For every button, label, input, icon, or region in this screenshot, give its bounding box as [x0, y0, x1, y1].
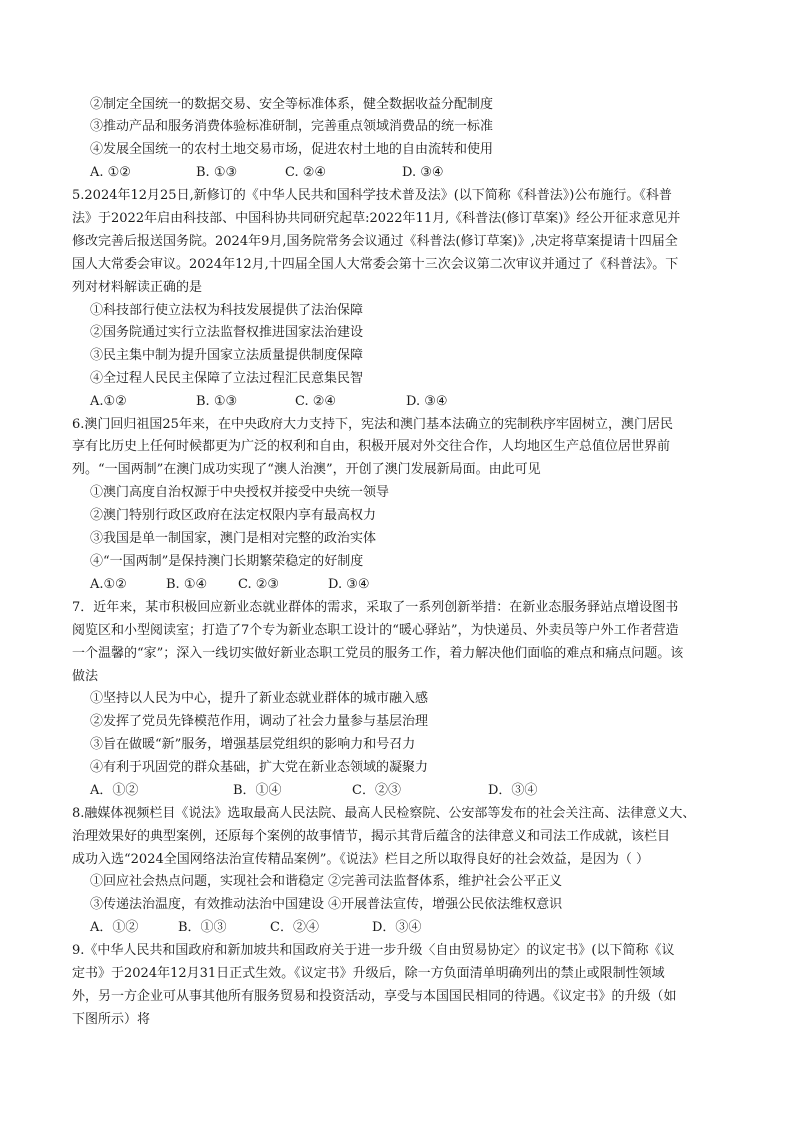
q4-option-3: ③推动产品和服务消费体验标准研制，完善重点领域消费品的统一标准	[90, 119, 494, 134]
q6-option-4: ④“一国两制”是保持澳门长期繁荣稳定的好制度	[90, 554, 364, 569]
q7-stem-line: 做法	[72, 669, 99, 684]
q5-stem-line: 国人大常委会审议。2024年12月,十四届全国人大常委会第十三次会议第二次审议并通过了《科普法》。下	[72, 257, 679, 272]
q6-stem-line: 享有比历史上任何时候都更为广泛的权利和自由，积极开展对外交往合作，人均地区生产总值位居世界前	[72, 439, 671, 454]
q7-stem-line: 阅览区和小型阅读室；打造了7个专为新业态职工设计的“暖心驿站”，为快递员、外卖员等户外工作者营造	[72, 623, 679, 638]
q7-option-2: ②发挥了党员先锋模范作用，调动了社会力量参与基层治理	[90, 714, 429, 729]
q7-option-1: ①坚持以人民为中心，提升了新业态就业群体的城市融入感	[90, 691, 429, 706]
q7-choice-c: C．②③	[352, 783, 401, 798]
q4-choice-b: B. ①③	[196, 165, 238, 180]
q8-stem-line: 成功入选“2024全国网络法治宣传精品案例”。《说法》栏目之所以取得良好的社会效益，是因为（ ）	[72, 852, 650, 867]
q5-stem-line: 列对材料解读正确的是	[72, 280, 203, 295]
q7-stem-line: 7．近年来，某市积极回应新业态就业群体的需求，采取了一系列创新举措：在新业态服务驿站点增设图书	[72, 600, 679, 615]
q6-option-2: ②澳门特别行政区政府在法定权限内享有最高权力	[90, 508, 377, 523]
q5-choices	[90, 393, 710, 411]
q8-choice-a: A．①②	[90, 920, 139, 935]
q5-stem-line: 5.2024年12月25日,新修订的《中华人民共和国科学技术普及法》(以下简称《科普法》)公布施行。《科普	[72, 188, 672, 203]
q6-choice-b: B. ①④	[166, 577, 208, 592]
q5-stem-line: 法》于2022年启由科技部、中国科协共同研究起草:2022年11月,《科普法(修订草案)》经公开征求意见并	[72, 211, 681, 226]
q4-option-4: ④发展全国统一的农村土地交易市场，促进农村土地的自由流转和使用	[90, 142, 494, 157]
q8-choices	[90, 919, 710, 937]
q9-stem-line: 外，另一方企业可从事其他所有服务贸易和投资活动，享受与本国国民相同的待遇。《议定书》的升级（如	[72, 989, 677, 1004]
q5-choice-d: D. ③④	[406, 394, 448, 409]
q8-stem-line: 8.融媒体视频栏目《说法》选取最高人民法院、最高人民检察院、公安部等发布的社会关注高、法律意义大、	[72, 806, 696, 821]
q9-stem-line: 定书》于2024年12月31日正式生效。《议定书》升级后，除一方负面清单明确列出的禁止或限制性领域	[72, 966, 665, 981]
q6-option-3: ③我国是单一制国家，澳门是相对完整的政治实体	[90, 531, 377, 546]
q8-option-line: ③传递法治温度，有效推动法治中国建设 ④开展普法宣传，增强公民依法维权意识	[90, 897, 563, 912]
q7-choice-d: D．③④	[488, 783, 538, 798]
q6-stem-line: 列。“一国两制”在澳门成功实现了“澳人治澳”，开创了澳门发展新局面。由此可见	[72, 462, 541, 477]
q5-option-4: ④全过程人民民主保障了立法过程汇民意集民智	[90, 371, 364, 386]
q7-option-4: ④有利于巩固党的群众基础，扩大党在新业态领域的凝聚力	[90, 760, 429, 775]
q4-option-2: ②制定全国统一的数据交易、安全等标准体系，健全数据收益分配制度	[90, 97, 494, 112]
q8-choice-b: B．①③	[178, 920, 227, 935]
q6-choices	[90, 576, 710, 594]
q7-choices	[90, 782, 710, 800]
q7-choice-a: A．①②	[90, 783, 139, 798]
q4-choice-d: D. ③④	[402, 165, 444, 180]
q5-choice-c: C. ②④	[295, 394, 337, 409]
q6-stem-line: 6.澳门回归祖国25年来，在中央政府大力支持下，宪法和澳门基本法确立的宪制秩序牢固树立，澳门居民	[72, 417, 673, 432]
q6-option-1: ①澳门高度自治权源于中央授权并接受中央统一领导	[90, 485, 390, 500]
q4-choices	[90, 164, 710, 182]
q4-choice-c: C. ②④	[285, 165, 327, 180]
q5-option-2: ②国务院通过实行立法监督权推进国家法治建设	[90, 325, 364, 340]
q6-choice-a: A.①②	[90, 577, 127, 592]
q5-stem-line: 修改完善后报送国务院。2024年9月,国务院常务会议通过《科普法(修订草案)》,决定将草案提请十四届全	[72, 234, 678, 249]
q5-option-3: ③民主集中制为提升国家立法质量提供制度保障	[90, 348, 364, 363]
q9-stem-line: 9.《中华人民共和国政府和新加坡共和国政府关于进一步升级〈自由贸易协定〉的议定书》(以下简称《议	[72, 943, 675, 958]
q5-choice-b: B. ①③	[196, 394, 238, 409]
q8-choice-c: C．②④	[270, 920, 319, 935]
q6-choice-c: C. ②③	[238, 577, 280, 592]
q8-stem-line: 治理效果好的典型案例，还原每个案例的故事情节，揭示其背后蕴含的法律意义和司法工作成就，该栏目	[72, 829, 671, 844]
q6-choice-d: D. ③④	[328, 577, 370, 592]
q5-choice-a: A.①②	[90, 394, 127, 409]
q8-option-line: ①回应社会热点问题，实现社会和谐稳定 ②完善司法监督体系，维护社会公平正义	[90, 874, 563, 889]
q7-option-3: ③旨在做暖“新”服务，增强基层党组织的影响力和号召力	[90, 737, 416, 752]
q4-choice-a: A. ①②	[90, 165, 131, 180]
q7-choice-b: B．①④	[233, 783, 282, 798]
q7-stem-line: 一个温馨的“家”；深入一线切实做好新业态职工党员的服务工作，着力解决他们面临的难点和痛点问题。该	[72, 646, 684, 661]
q5-option-1: ①科技部行使立法权为科技发展提供了法治保障	[90, 303, 364, 318]
q9-stem-line: 下图所示）将	[72, 1012, 151, 1027]
q8-choice-d: D．③④	[372, 920, 422, 935]
